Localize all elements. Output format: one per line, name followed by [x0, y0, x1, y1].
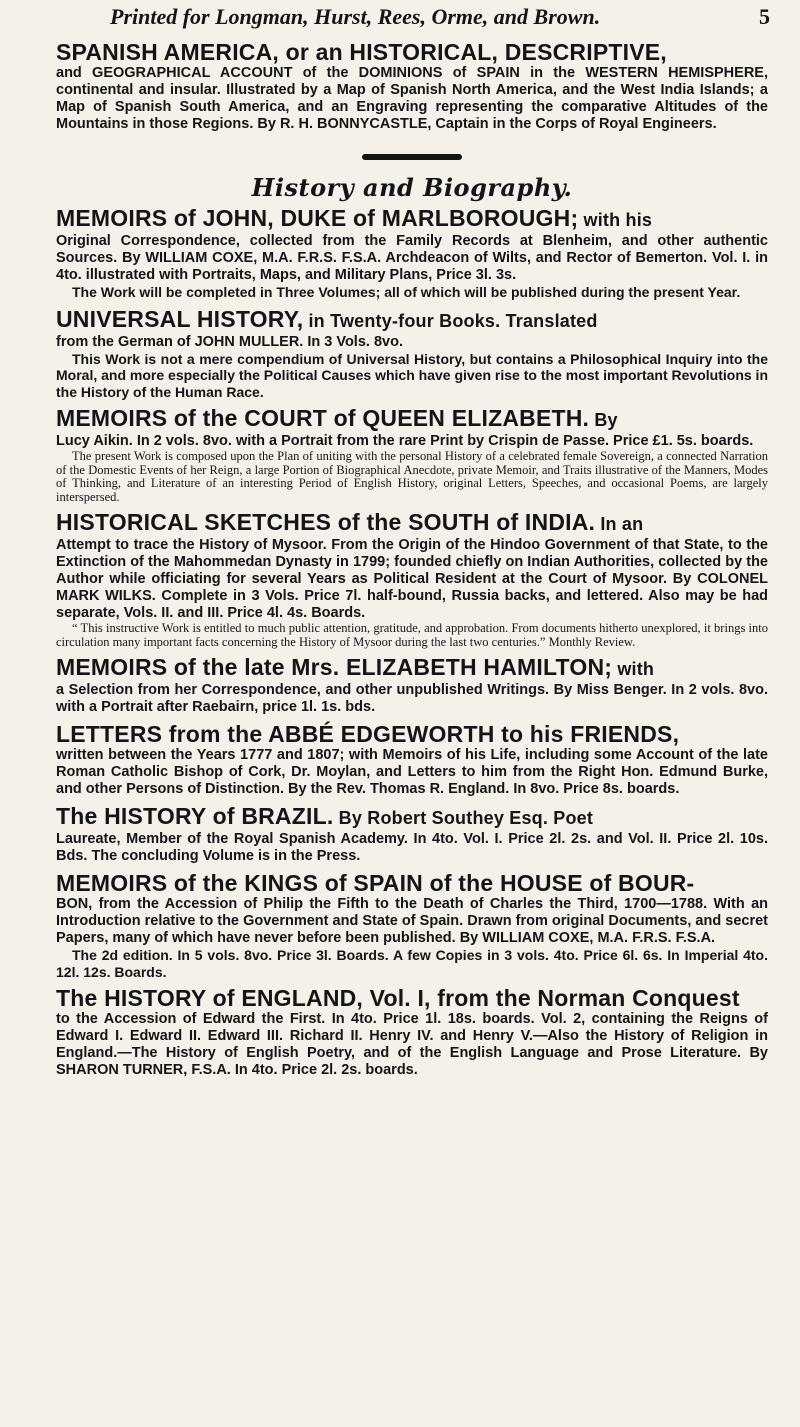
entry-heading: MEMOIRS of JOHN, DUKE of MARLBOROUGH; — [56, 205, 579, 231]
entry-queen-elizabeth — [56, 406, 768, 504]
entry-kings-of-spain — [56, 871, 768, 980]
entry-small-note: The present Work is composed upon the Plan of uniting with the personal History of a celebrated female Sovereign, a connected Narration of the Domestic Events of her Reign, a large Portion of Biographical Anecdote, private Memoir, and Traits illustrative of the Manners, Modes of Thinking, and Literature of an interesting Period of English History, original Letters, Speeches, and occasional Poems, are largely interspersed. — [56, 449, 768, 504]
entry-body: written between the Years 1777 and 1807; with Memoirs of his Life, including some Account of the late Roman Catholic Bishop of Cork, Dr. Moylan, and Letters to him from the Right Hon. Edmund Burke, and other Persons of Distinction. By the Rev. Thomas R. England. In 8vo. Price 8s. boards. — [56, 747, 768, 797]
entry-heading-rest: By Robert Southey Esq. Poet — [333, 808, 594, 828]
entry-heading: SPANISH AMERICA, or an HISTORICAL, DESCRIPTIVE, — [56, 39, 667, 65]
entry-body: Laureate, Member of the Royal Spanish Academy. In 4to. Vol. I. Price 2l. 2s. and Vol. II. Price 2l. 10s. Bds. The concluding Volume is in the Press. — [56, 831, 768, 864]
running-head — [110, 4, 770, 30]
entry-body: BON, from the Accession of Philip the Fifth to the Death of Charles the Third, 1700—1788. With an Introduction relative to the Government and State of Spain. Drawn from original Documents, and secret Papers, many of which have never before been published. By WILLIAM COXE, M.A. F.R.S. F.S.A. — [56, 896, 768, 946]
entry-marlborough — [56, 206, 768, 301]
entry-body: to the Accession of Edward the First. In 4to. Price 1l. 18s. boards. Vol. 2, containing the Reigns of Edward I. Edward II. Edward III. Richard II. Henry IV. and Henry V.—Also the History of Religion in England.—The History of English Poetry, and of the English Language and Prose Literature. By SHARON TURNER, F.S.A. In 4to. Price 2l. 2s. boards. — [56, 1011, 768, 1078]
entry-abbe-edgeworth — [56, 722, 768, 798]
entry-south-of-india — [56, 510, 768, 649]
entry-heading: HISTORICAL SKETCHES of the SOUTH of INDIA. — [56, 509, 596, 535]
entry-heading: The HISTORY of BRAZIL. — [56, 803, 334, 829]
entry-heading: MEMOIRS of the late Mrs. ELIZABETH HAMILTON; — [56, 654, 613, 680]
entry-heading-rest: in Twenty-four Books. Translated — [303, 310, 598, 331]
entry-heading: MEMOIRS of the KINGS of SPAIN of the HOUSE of BOUR- — [56, 870, 695, 896]
section-divider — [56, 147, 768, 165]
entry-body: a Selection from her Correspondence, and other unpublished Writings. By Miss Benger. In 2 vols. 8vo. with a Portrait after Raebairn, price 1l. 1s. bds. — [56, 682, 768, 715]
entry-body: Attempt to trace the History of Mysoor. From the Origin of the Hindoo Government of that State, to the Extinction of the Mahommedan Dynasty in 1799; founded chiefly on Indian Authorities, collected by the Author while officiating for several Years as Political Resident at the Court of Mysoor. By COLONEL MARK WILKS. Complete in 3 Vols. Price 7l. half-bound, Russia backs, and lettered. Also may be had separate, Vols. II. and III. Price 4l. 4s. Boards. — [56, 537, 768, 621]
entry-body: from the German of JOHN MULLER. In 3 Vols. 8vo. — [56, 333, 403, 350]
entry-heading-rest: By — [589, 410, 618, 430]
entry-heading-rest: In an — [595, 514, 644, 534]
entry-body: and GEOGRAPHICAL ACCOUNT of the DOMINIONS of SPAIN in the WESTERN HEMISPHERE, continental and insular. Illustrated by a Map of Spanish North America, and the West India Islands; a Map of Spanish South America, and an Engraving representing the comparative Altitudes of the Mountains in those Regions. By R. H. BONNYCASTLE, Captain in the Corps of Royal Engineers. — [56, 65, 768, 132]
entry-spanish-america — [56, 40, 768, 133]
entry-elizabeth-hamilton — [56, 655, 768, 716]
entry-history-of-england — [56, 986, 768, 1079]
entry-note: The 2d edition. In 5 vols. 8vo. Price 3l. Boards. A few Copies in 3 vols. 4to. Price 6l. 6s. In Imperial 4to. 12l. 12s. Boards. — [56, 947, 768, 980]
running-head-text: Printed for Longman, Hurst, Rees, Orme, and Brown. — [110, 4, 601, 29]
entry-heading: LETTERS from the ABBÉ EDGEWORTH to his FRIENDS, — [56, 721, 680, 747]
entry-heading-rest: with — [612, 659, 655, 679]
entry-small-note: “ This instructive Work is entitled to much public attention, gratitude, and approbation. From documents hitherto unexplored, it brings into circulation many important facts concerning the History of Mysoor during the last two centuries.” Monthly Review. — [56, 621, 768, 649]
page-number: 5 — [759, 4, 770, 29]
content — [56, 40, 768, 1085]
entry-heading-rest: with his — [578, 210, 653, 230]
entry-heading: The HISTORY of ENGLAND, Vol. I, from the Norman Conquest — [56, 985, 740, 1011]
entry-history-of-brazil — [56, 804, 768, 865]
entry-body: Original Correspondence, collected from the Family Records at Blenheim, and other authentic Sources. By WILLIAM COXE, M.A. F.R.S. F.S.A. Archdeacon of Wilts, and Rector of Bemerton. Vol. I. in 4to. illustrated with Portraits, Maps, and Military Plans, Price 3l. 3s. — [56, 233, 768, 283]
entry-universal-history — [56, 307, 768, 401]
entry-note: The Work will be completed in Three Volumes; all of which will be published during the present Year. — [72, 284, 741, 300]
entry-heading: MEMOIRS of the COURT of QUEEN ELIZABETH. — [56, 405, 590, 431]
divider-rule — [362, 154, 462, 160]
entry-note: This Work is not a mere compendium of Universal History, but contains a Philosophical Inquiry into the Moral, and more especially the Political Causes which have given rise to the most important Revolutions in the History of the Human Race. — [56, 350, 768, 400]
section-title: History and Biography. — [251, 173, 573, 202]
entry-heading: UNIVERSAL HISTORY, — [56, 305, 304, 332]
entry-body: Lucy Aikin. In 2 vols. 8vo. with a Portrait from the rare Print by Crispin de Passe. Price £1. 5s. boards. — [56, 433, 754, 449]
